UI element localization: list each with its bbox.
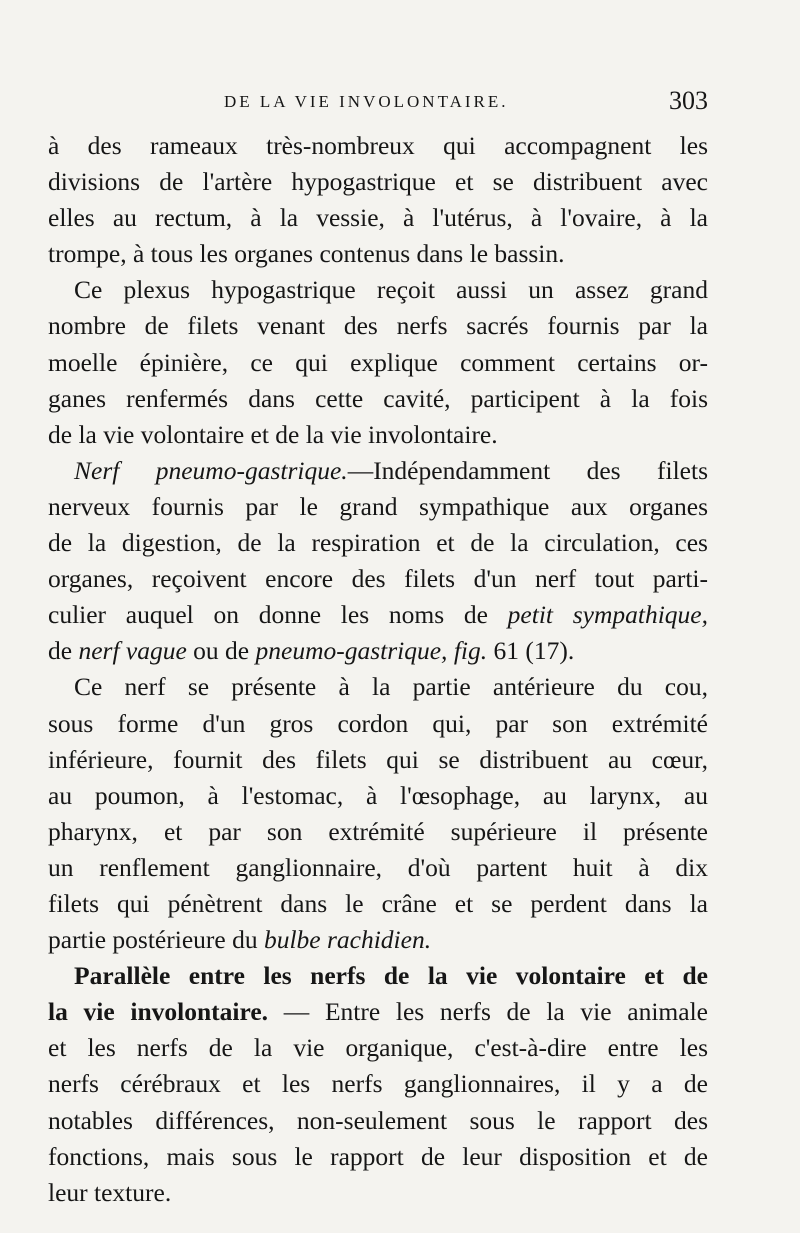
italic-term: bulbe rachidien.	[263, 925, 432, 955]
text-line	[48, 994, 708, 1030]
paragraph-1	[48, 128, 708, 272]
text-line: au poumon, à l'estomac, à l'œsophage, au larynx, au	[48, 780, 708, 810]
italic-term: fig.	[453, 636, 488, 666]
text-line: nombre de filets venant des nerfs sacrés fournis par la	[48, 311, 708, 341]
italic-term: petit sympathique,	[507, 600, 709, 630]
text-line	[48, 453, 708, 489]
text-line: à des rameaux très-nombreux qui accompagnent les	[48, 131, 708, 160]
text-line	[48, 922, 708, 958]
paragraph-nerf-pneumo-gastrique	[48, 453, 708, 670]
text-line: nerveux fournis par le grand sympathique aux organes	[48, 491, 708, 521]
page-number: 303	[669, 86, 708, 115]
text-run: de	[48, 636, 79, 666]
text-line: sous forme d'un gros cordon qui, par son extrémité	[48, 708, 708, 738]
text-line: leur texture.	[48, 1177, 172, 1207]
text-line	[48, 958, 708, 994]
italic-term: pneumo-gastrique,	[255, 636, 448, 666]
text-line: de la digestion, de la respiration et de la circulation, ces	[48, 528, 708, 558]
italic-term: nerf vague	[78, 636, 187, 666]
text-line	[48, 633, 708, 669]
text-line: filets qui pénètrent dans le crâne et se perdent dans la	[48, 888, 708, 918]
text-line: elles au rectum, à la vessie, à l'utérus, à l'ovaire, à la	[48, 203, 708, 233]
text-line: Ce nerf se présente à la partie antérieure du cou,	[74, 672, 708, 702]
text-line: Ce plexus hypogastrique reçoit aussi un assez grand	[74, 275, 708, 305]
text-line	[48, 597, 708, 633]
section-heading-bold: la vie involontaire.	[48, 997, 269, 1027]
text-line: inférieure, fournit des filets qui se distribuent au cœur,	[48, 744, 708, 774]
text-line: nerfs cérébraux et les nerfs ganglionnaires, il y a de	[48, 1069, 708, 1099]
text-line: organes, reçoivent encore des filets d'un nerf tout parti-	[48, 564, 708, 594]
text-line: notables différences, non-seulement sous le rapport des	[48, 1105, 708, 1135]
page-header	[48, 86, 708, 126]
text-run: — Entre les nerfs de la vie animale	[268, 997, 708, 1027]
text-line: trompe, à tous les organes contenus dans le bassin.	[48, 239, 565, 269]
text-line: moelle épinière, ce qui explique comment certains or-	[48, 347, 708, 377]
paragraph-2	[48, 272, 708, 452]
text-line: un renflement ganglionnaire, d'où partent huit à dix	[48, 852, 708, 882]
text-run: —Indépendamment des filets	[347, 455, 708, 485]
section-heading-italic: Nerf pneumo-gastrique.	[74, 455, 348, 485]
text-line: ganes renfermés dans cette cavité, participent à la fois	[48, 383, 708, 413]
text-line: fonctions, mais sous le rapport de leur disposition et de	[48, 1141, 708, 1171]
figure-reference: 61 (17).	[487, 636, 575, 666]
text-run: partie postérieure du	[48, 925, 264, 955]
text-run: culier auquel on donne les noms de	[48, 600, 508, 630]
running-title: DE LA VIE INVOLONTAIRE.	[224, 92, 509, 111]
section-heading-bold: Parallèle entre les nerfs de la vie volontaire et de	[74, 961, 708, 991]
paragraph-4	[48, 669, 708, 958]
text-line: et les nerfs de la vie organique, c'est-à-dire entre les	[48, 1033, 708, 1063]
text-run: ou de	[186, 636, 256, 666]
text-line: pharynx, et par son extrémité supérieure il présente	[48, 816, 708, 846]
page-body	[48, 128, 708, 1211]
paragraph-parallele	[48, 958, 708, 1211]
text-line: de la vie volontaire et de la vie involontaire.	[48, 419, 498, 449]
text-line: divisions de l'artère hypogastrique et se distribuent avec	[48, 167, 708, 197]
